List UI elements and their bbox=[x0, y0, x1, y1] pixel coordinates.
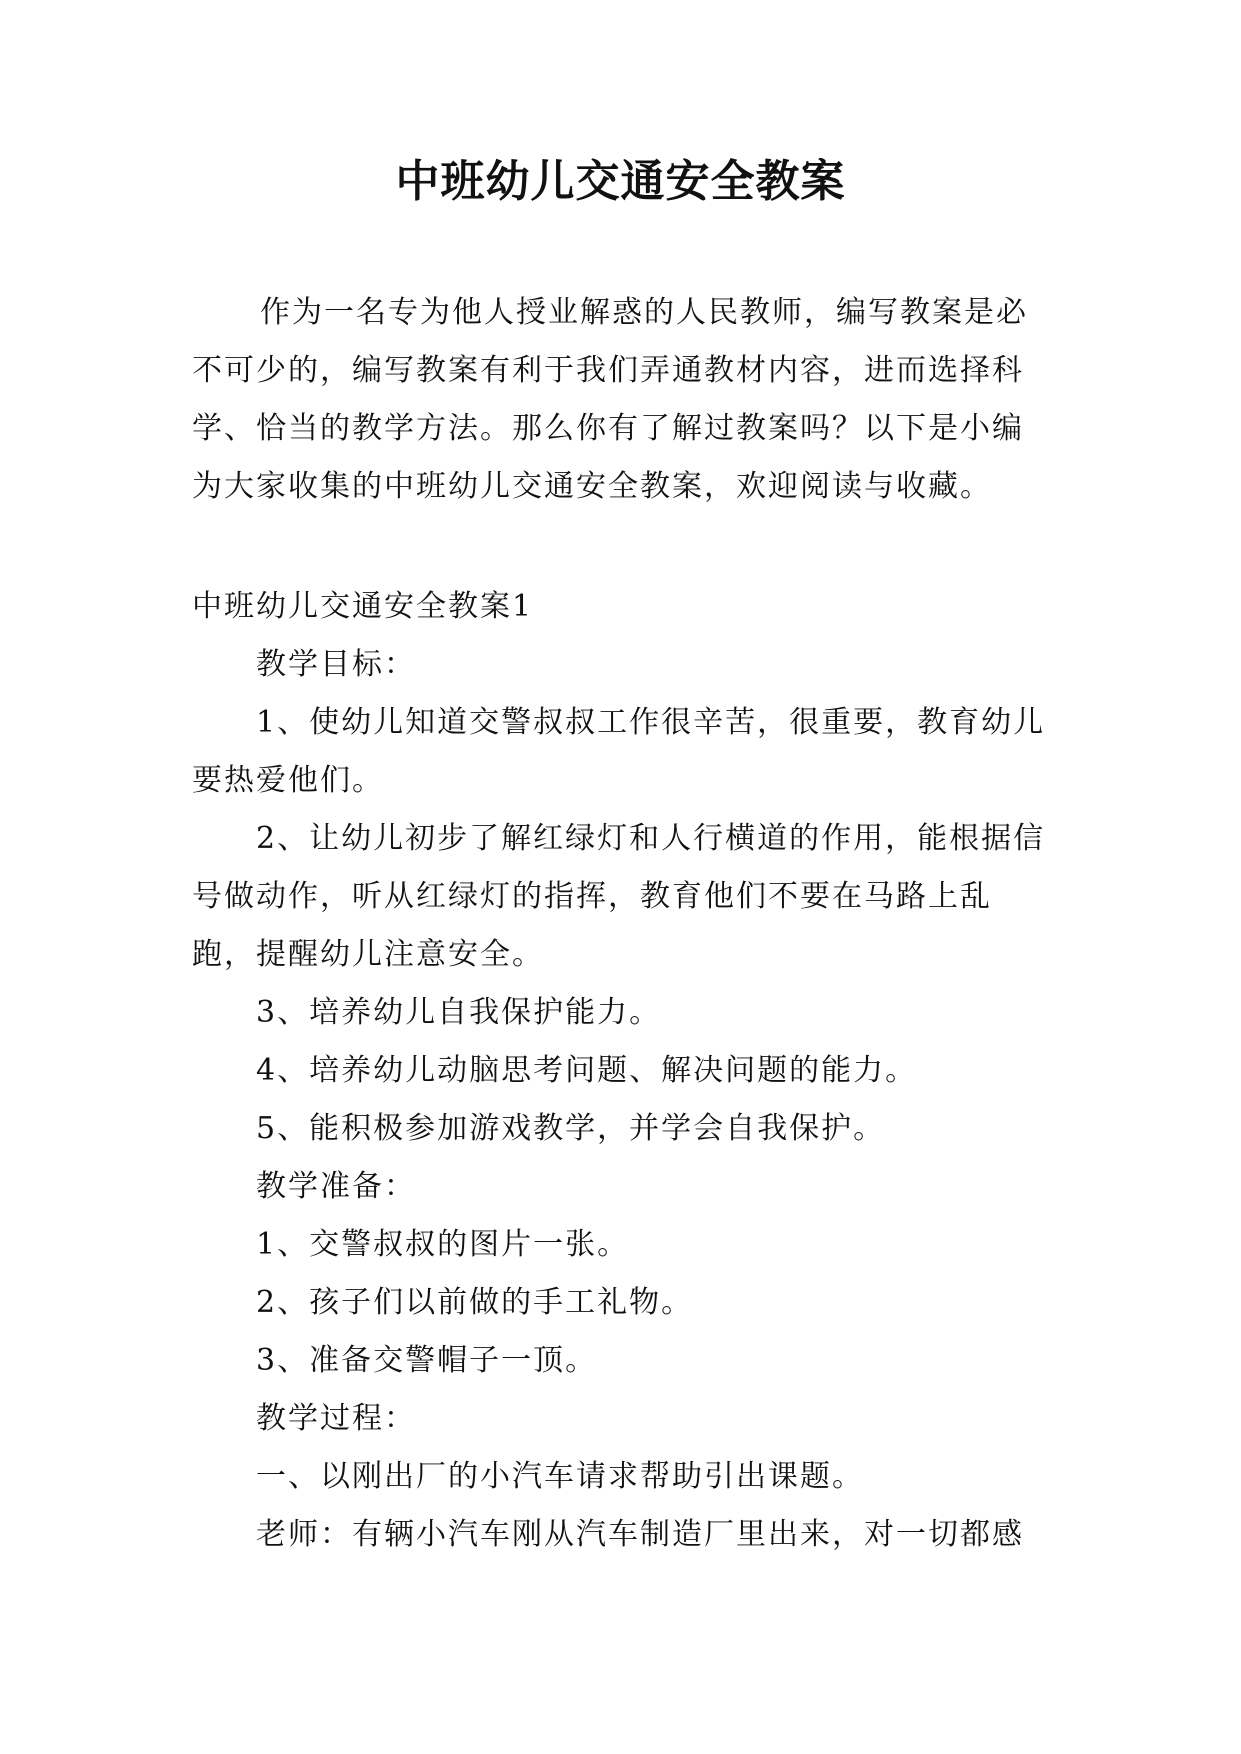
goal-item-4: 4、培养幼儿动脑思考问题、解决问题的能力。 bbox=[256, 1053, 918, 1088]
goal-item-1: 1、使幼儿知道交警叔叔工作很辛苦，很重要，教育幼儿要热爱他们。 bbox=[192, 705, 1046, 798]
goal-item-2: 2、让幼儿初步了解红绿灯和人行横道的作用，能根据信号做动作，听从红绿灯的指挥，教育他们不要在马路上乱跑，提醒幼儿注意安全。 bbox=[192, 821, 1046, 972]
document-body bbox=[192, 578, 1052, 1564]
prep-item-3: 3、准备交警帽子一顶。 bbox=[256, 1343, 598, 1378]
goals-label: 教学目标： bbox=[256, 647, 416, 682]
goal-item-5: 5、能积极参加游戏教学，并学会自我保护。 bbox=[256, 1111, 886, 1146]
intro-paragraph: 作为一名专为他人授业解惑的人民教师，编写教案是必不可少的，编写教案有利于我们弄通教材内容，进而选择科学、恰当的教学方法。那么你有了解过教案吗？以下是小编为大家收集的中班幼儿交通安全教案，欢迎阅读与收藏。 bbox=[192, 295, 1028, 504]
prep-item-2: 2、孩子们以前做的手工礼物。 bbox=[256, 1285, 694, 1320]
process-label: 教学过程： bbox=[256, 1401, 416, 1436]
section-heading: 中班幼儿交通安全教案1 bbox=[192, 589, 534, 624]
goal-item-3: 3、培养幼儿自我保护能力。 bbox=[256, 995, 662, 1030]
process-item-2: 老师：有辆小汽车刚从汽车制造厂里出来，对一切都感 bbox=[256, 1517, 1024, 1552]
process-item-1: 一、以刚出厂的小汽车请求帮助引出课题。 bbox=[256, 1459, 864, 1494]
prep-label: 教学准备： bbox=[256, 1169, 416, 1204]
document-title: 中班幼儿交通安全教案 bbox=[395, 156, 846, 207]
prep-item-1: 1、交警叔叔的图片一张。 bbox=[256, 1227, 630, 1262]
